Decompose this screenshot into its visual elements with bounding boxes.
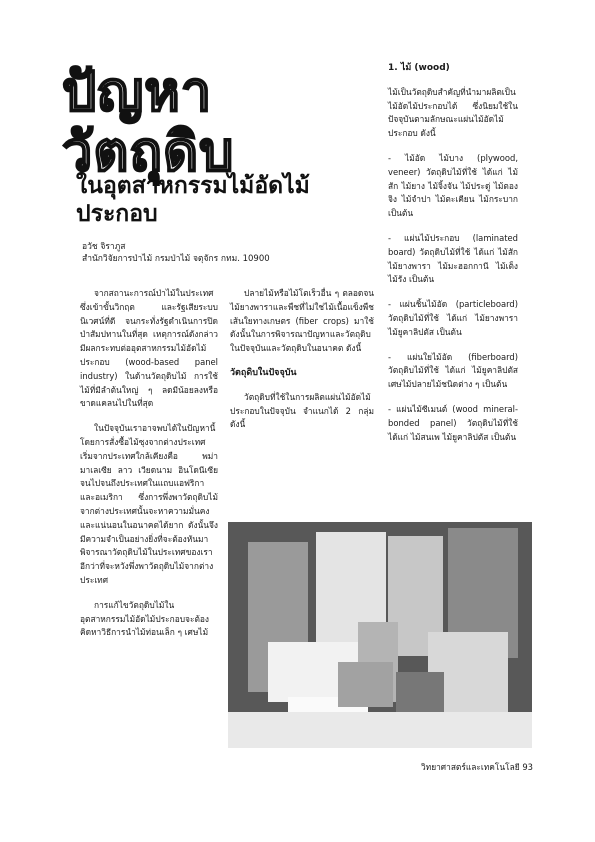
column-2: [230, 287, 374, 443]
body-paragraph: จากสถานะการณ์ป่าไม้ในประเทศซึ่งเข้าขั้นวิกฤต และรัฐเสียระบบนิเวศน์ที่ดี จนกระทั่งรัฐดำเนินการปิดป่าสัมปทานในที่สุด เหตุการณ์ดังกล่าวมีผลกระทบต่ออุตสาหกรรมไม้อัดไม้ประกอบ (wood-based panel industry) ในด้านวัตถุดิบไม้ การใช้ไม้ที่มีลำต้นใหญ่ ๆ ลดมีน้อยลงหรือขาดแคลนไปในที่สุด: [80, 288, 218, 409]
column-1: [80, 287, 218, 651]
article-title: ปัญหาวัตถุดิบ: [62, 60, 235, 183]
list-item: - แผ่นชิ้นไม้อัด (particleboard) วัตถุดิบไม้ที่ใช้ ได้แก่ ไม้ยางพารา ไม้ยูคาลิปตัส เป็นต้น: [388, 299, 518, 337]
list-item: - ไม้อัด ไม้บาง (plywood, veneer) วัตถุดิบไม้ที่ใช้ ได้แก่ ไม้สัก ไม้ยาง ไม้จิ้งจัน ไม้ประดู่ ไม้ตองจิง ไม้จำปา ไม้ตะเคียน ไม้กระบาก เป็นต้น: [388, 152, 518, 219]
body-paragraph: วัตถุดิบที่ใช้ในการผลิตแผ่นไม้อัดไม้ประกอบในปัจจุบัน จำแนกได้ 2 กลุ่ม ดังนี้: [230, 391, 374, 430]
panel-block: [228, 712, 532, 748]
list-item: - แผ่นไม้ซีเมนต์ (wood mineral-bonded panel) วัตถุดิบไม้ที่ใช้ ได้แก่ ไม้สนเพ ไม้ยูคาลิปตัส เป็นต้น: [388, 403, 518, 442]
wood-panels-photo: [228, 522, 532, 748]
column-3: [388, 62, 518, 455]
author-affiliation: สำนักวิจัยการป่าไม้ กรมป่าไม้ จตุจักร กทม. 10900: [82, 254, 270, 264]
list-item: - แผ่นไม้ประกอบ (laminated board) วัตถุดิบไม้ที่ใช้ ได้แก่ ไม้สัก ไม้ยางพารา ไม้มะฮอกกานี ไม้เต็ง ไม้รัง เป็นต้น: [388, 232, 518, 285]
section-heading: วัตถุดิบในปัจจุบัน: [230, 367, 297, 378]
page-number: 93: [522, 762, 533, 772]
body-paragraph: ปลายไม้หรือไม้โตเร็วอื่น ๆ ตลอดจนไม้ยางพาราและพืชที่ไม่ใช่ไม้เนื้อแข็งพืชเส้นใยทางเกษตร (fiber crops) มาใช้ ดังนั้นในการพิจารณาปัญหาและวัตถุดิบในปัจจุบันและวัตถุดิบในอนาคต ดังนี้: [230, 288, 374, 354]
journal-name: วิทยาศาสตร์และเทคโนโลยี: [420, 762, 520, 772]
panel-block: [338, 662, 393, 707]
author-block: [82, 241, 382, 265]
list-item: - แผ่นใยไม้อัด (fiberboard) วัตถุดิบไม้ที่ใช้ ได้แก่ ไม้ยูคาลิปตัส เศษไม้ปลายไม้ชนิดต่าง ๆ เป็นต้น: [388, 351, 518, 390]
author-name: อวัช จิราภูส: [82, 242, 126, 252]
body-paragraph: ไม้เป็นวัตถุดิบสำคัญที่นำมาผลิตเป็นไม้อัดไม้ประกอบได้ ซึ่งนิยมใช้ในปัจจุบันตามลักษณะแผ่นไม้อัดไม้ประกอบ ดังนี้: [388, 86, 518, 139]
page-footer: [421, 760, 533, 774]
body-paragraph: การแก้ไขวัตถุดิบไม้ในอุตสาหกรรมไม้อัดไม้ประกอบจะต้องคิดหาวิธีการนำไม้ท่อนเล็ก ๆ เศษไม้: [80, 599, 210, 638]
article-subtitle: ในอุตสาหกรรมไม้อัดไม้ประกอบ: [76, 173, 310, 227]
section-heading: 1. ไม้ (wood): [388, 63, 450, 73]
body-paragraph: ในปัจจุบันเราอาจพบได้ในปัญหานี้ โดยการสั่งซื้อไม้ซุงจากต่างประเทศ เริ่มจากประเทศใกล้เคียงคือ พม่า มาเลเซีย ลาว เวียดนาม อินโดนีเซีย จนไปจนถึงประเทศในแถบแอฟริกา และอเมริกา ซึ่งการพึ่งพาวัตถุดิบไม้จากต่างประเทศนั้นจะหาความมั่นคงและแน่นอนในอนาคตได้ยาก ดังนั้นจึงมีความจำเป็นอย่างยิ่งที่จะต้องหันมาพิจารณาวัตถุดิบไม้ในประเทศของเราอีกว่าที่จะหวังพึ่งพาวัตถุดิบไม้จากต่างประเทศ: [80, 423, 218, 585]
